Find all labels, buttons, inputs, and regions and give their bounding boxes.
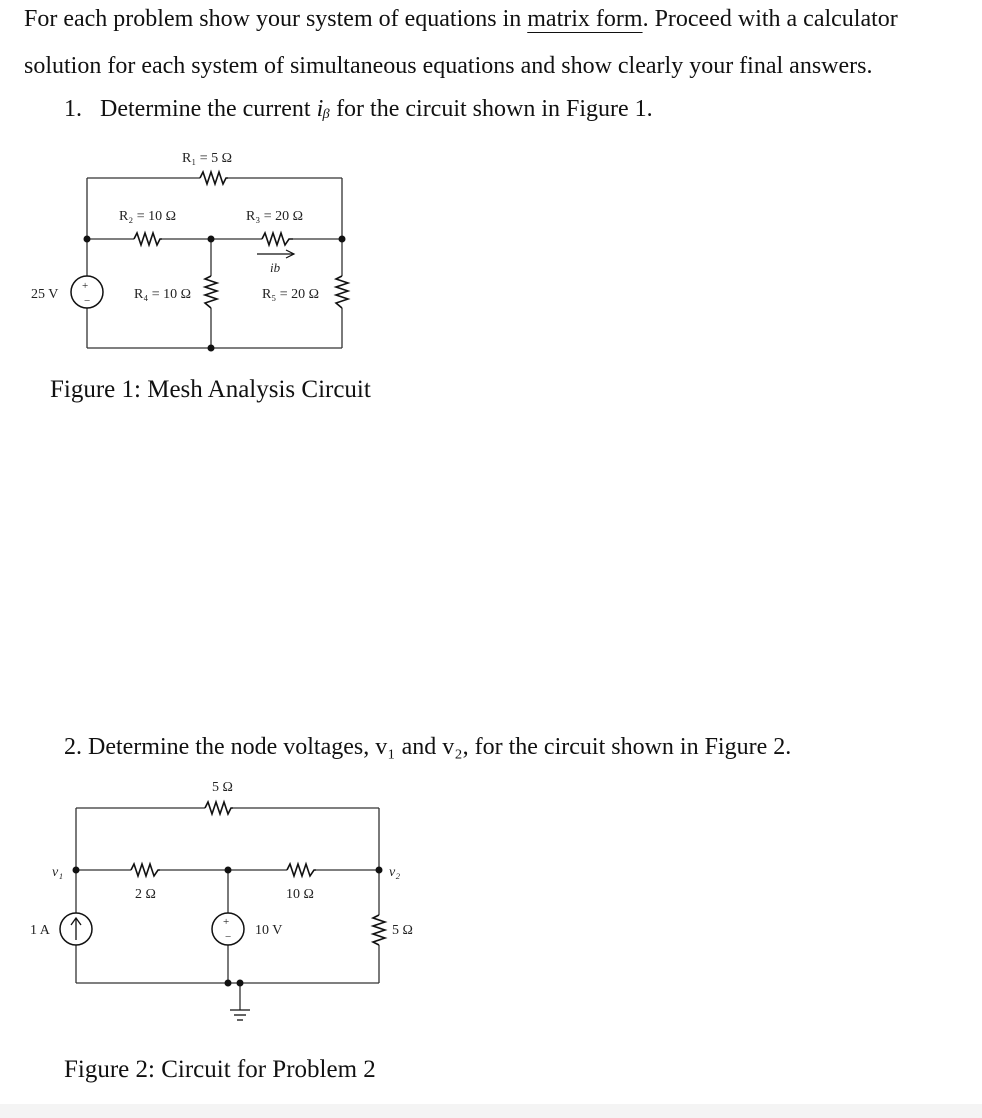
label-10v: 10 V: [255, 923, 283, 938]
node-v2-dot: [376, 867, 383, 874]
problem-2-statement: 2. Determine the node voltages, v₁ and v₂, for the circuit shown in Figure 2.: [64, 734, 792, 760]
label-25v: 25 V: [31, 287, 59, 302]
resistor-r1: [200, 172, 228, 184]
ground-icon: [230, 1010, 250, 1020]
node-dot: [208, 345, 215, 352]
node-dot: [339, 236, 346, 243]
resistor-shunt-5ohm: [373, 915, 385, 945]
label-2ohm: 2 Ω: [135, 887, 156, 902]
resistor-r5: [336, 276, 348, 308]
label-r4: R₄ = 10 Ω: [134, 287, 192, 302]
current-arrow-icon: [257, 250, 294, 258]
resistor-2ohm: [131, 864, 160, 876]
source-minus: −: [84, 295, 91, 307]
resistor-top-5ohm: [205, 802, 233, 814]
node-v1-dot: [73, 867, 80, 874]
node-dot: [84, 236, 91, 243]
figure-1-caption: Figure 1: Mesh Analysis Circuit: [50, 376, 371, 403]
label-10ohm: 10 Ω: [286, 887, 314, 902]
label-1a: 1 A: [30, 923, 50, 938]
label-r3: R₃ = 20 Ω: [246, 209, 304, 224]
source-plus: +: [82, 280, 89, 292]
problem-1-number: 1.: [64, 96, 82, 122]
matrix-form-underlined: matrix form: [527, 6, 643, 32]
label-v1: v₁: [52, 865, 64, 880]
instruction-text: For each problem show your system of equations in: [24, 6, 522, 32]
label-ib: ib: [270, 260, 281, 275]
resistor-r2: [134, 233, 162, 245]
resistor-10ohm: [287, 864, 316, 876]
problem-1-variable: iᵦ: [316, 96, 331, 122]
label-r2: R₂ = 10 Ω: [119, 209, 177, 224]
instruction-line-2: solution for each system of simultaneous equations and show clearly your final answers.: [24, 53, 873, 79]
problem-1-text-end: for the circuit shown in Figure 1.: [330, 96, 653, 122]
label-shunt-5ohm: 5 Ω: [392, 923, 413, 938]
label-r5: R₅ = 20 Ω: [262, 287, 320, 302]
node-dot: [208, 236, 215, 243]
label-v2: v₂: [389, 865, 401, 880]
figure-2-caption: Figure 2: Circuit for Problem 2: [64, 1056, 376, 1083]
bottom-strip: [0, 1104, 982, 1118]
resistor-r4: [205, 276, 217, 308]
node-dot: [225, 980, 232, 987]
figure-1-wires: [87, 178, 342, 348]
label-top-5ohm: 5 Ω: [212, 780, 233, 795]
instruction-text-cont: . Proceed with a calculator: [642, 6, 898, 32]
node-dot: [237, 980, 244, 987]
problem-1-text: Determine the current: [100, 96, 317, 122]
resistor-r3: [262, 233, 293, 245]
source2-plus: +: [223, 916, 230, 928]
source2-minus: −: [225, 931, 232, 943]
label-r1: R₁ = 5 Ω: [182, 151, 233, 166]
node-dot: [225, 867, 232, 874]
